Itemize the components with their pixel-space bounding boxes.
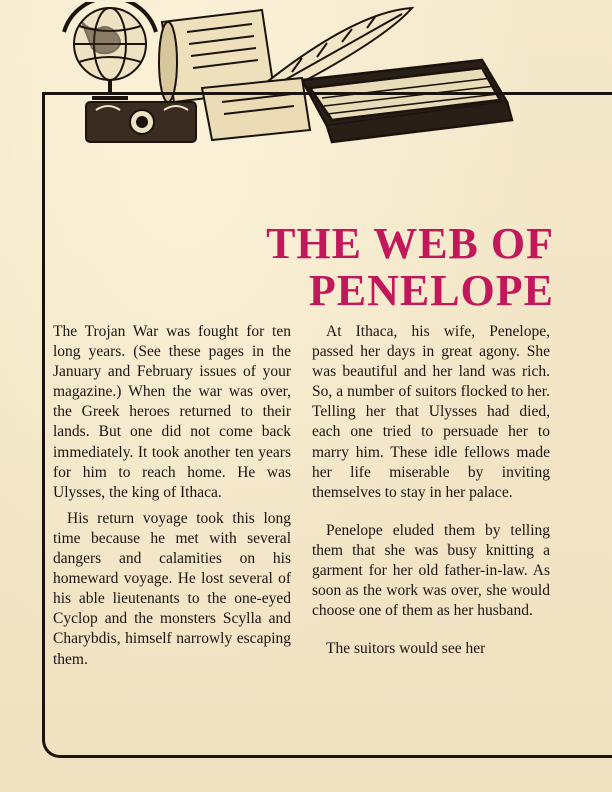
paragraph: Penelope eluded them by telling them that she was busy knitting a garment for her old father-in-law. As soon as the work was over, she would choose one of them as her husband. <box>312 521 550 620</box>
globe-icon <box>64 2 156 98</box>
right-column <box>312 322 550 665</box>
paragraph: The Trojan War was fought for ten long years. (See these pages in the January and February issues of your magazine.) When the war was over, the Greek heroes returned to their lands. But one did not come back immediately. It took another ten years for him to reach home. He was Ulysses, the king of Ithaca. <box>53 323 291 501</box>
paragraph: At Ithaca, his wife, Penelope, passed her days in great agony. She was beautiful and her land was rich. So, a number of suitors flocked to her. Telling her that Ulysses had died, each one tried to persuade her to marry him. These idle fellows made her life miserable by inviting themselves to stay in her palace. <box>312 323 550 501</box>
paragraph: The suitors would see her <box>326 640 486 658</box>
title-line-2: PENELOPE <box>308 266 554 315</box>
paragraph: His return voyage took this long time because he met with several dangers and calamities on his homeward voyage. He lost several of his able lieutenants to the one-eyed Cyclop and the monsters Scylla and Charybdis, himself narrowly escaping them. <box>53 509 291 668</box>
title-line-1: THE WEB OF <box>266 219 554 268</box>
left-column <box>53 322 291 676</box>
article-title <box>266 220 554 314</box>
